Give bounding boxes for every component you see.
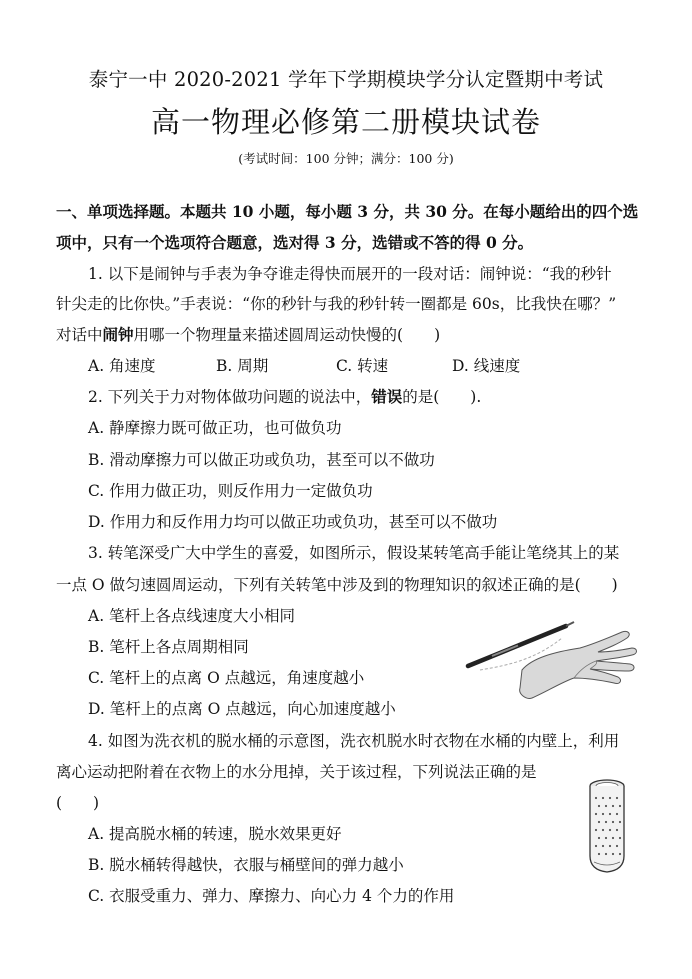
q1-option-a[interactable]: A. 角速度 — [88, 357, 156, 375]
spin-drum-figure — [586, 778, 628, 878]
q3-option-a[interactable]: A. 笔杆上各点线速度大小相同 — [88, 607, 296, 625]
q2-option-d[interactable]: D. 作用力和反作用力均可以做正功或负功，甚至可以不做功 — [88, 513, 498, 531]
q2-option-c[interactable]: C. 作用力做正功，则反作用力一定做负功 — [88, 482, 373, 500]
q2-option-b[interactable]: B. 滑动摩擦力可以做正功或负功，甚至可以不做功 — [88, 451, 435, 469]
q2-option-a[interactable]: A. 静摩擦力既可做正功，也可做负功 — [88, 419, 342, 437]
exam-info: (考试时间：100 分钟；满分：100 分) — [238, 151, 454, 166]
section-heading-line1: 一、单项选择题。本题共 10 小题，每小题 3 分，共 30 分。在每小题给出的四个选 — [56, 202, 639, 221]
q3-stem-line2: 一点 O 做匀速圆周运动，下列有关转笔中涉及到的物理知识的叙述正确的是( ) — [56, 576, 618, 594]
q3-option-d[interactable]: D. 笔杆上的点离 O 点越远，向心加速度越小 — [88, 700, 396, 718]
q2-bold-keyword: 错误 — [371, 387, 403, 406]
q2-stem: 2. 下列关于力对物体做功问题的说法中，错误的是( ). — [88, 387, 482, 406]
q4-option-b[interactable]: B. 脱水桶转得越快，衣服与桶壁间的弹力越小 — [88, 856, 404, 874]
q3-option-b[interactable]: B. 笔杆上各点周期相同 — [88, 638, 249, 656]
q1-stem-line3: 对话中闹钟用哪一个物理量来描述圆周运动快慢的( ) — [56, 325, 441, 344]
section-heading-line2: 项中，只有一个选项符合题意，选对得 3 分，选错或不答的得 0 分。 — [56, 233, 534, 252]
q4-stem-line1: 4. 如图为洗衣机的脱水桶的示意图，洗衣机脱水时衣物在水桶的内壁上，利用 — [88, 732, 620, 750]
q4-option-a[interactable]: A. 提高脱水桶的转速，脱水效果更好 — [88, 825, 342, 843]
q3-option-c[interactable]: C. 笔杆上的点离 O 点越远，角速度越小 — [88, 669, 365, 687]
q4-stem-line2: 离心运动把附着在衣物上的水分甩掉，关于该过程，下列说法正确的是 — [56, 763, 537, 781]
q1-option-d[interactable]: D. 线速度 — [452, 357, 521, 375]
paper-title: 高一物理必修第二册模块试卷 — [150, 105, 541, 139]
q1-stem-line1: 1. 以下是闹钟与手表为争夺谁走得快而展开的一段对话：闹钟说：“我的秒针 — [88, 265, 612, 283]
q1-option-c[interactable]: C. 转速 — [336, 357, 389, 375]
q1-stem-line2: 针尖走的比你快。”手表说：“你的秒针与我的秒针转一圈都是 60s，比我快在哪？” — [56, 295, 617, 313]
q3-stem-line1: 3. 转笔深受广大中学生的喜爱，如图所示，假设某转笔高手能让笔绕其上的某 — [88, 544, 620, 562]
q1-option-b[interactable]: B. 周期 — [216, 357, 269, 375]
q1-bold-keyword: 闹钟 — [102, 325, 134, 344]
q4-option-c[interactable]: C. 衣服受重力、弹力、摩擦力、向心力 4 个力的作用 — [88, 887, 455, 905]
pen-spinning-hand-figure — [462, 608, 640, 703]
q4-stem-line3: ( ) — [56, 794, 100, 812]
exam-school-title: 泰宁一中 2020-2021 学年下学期模块学分认定暨期中考试 — [88, 68, 604, 91]
